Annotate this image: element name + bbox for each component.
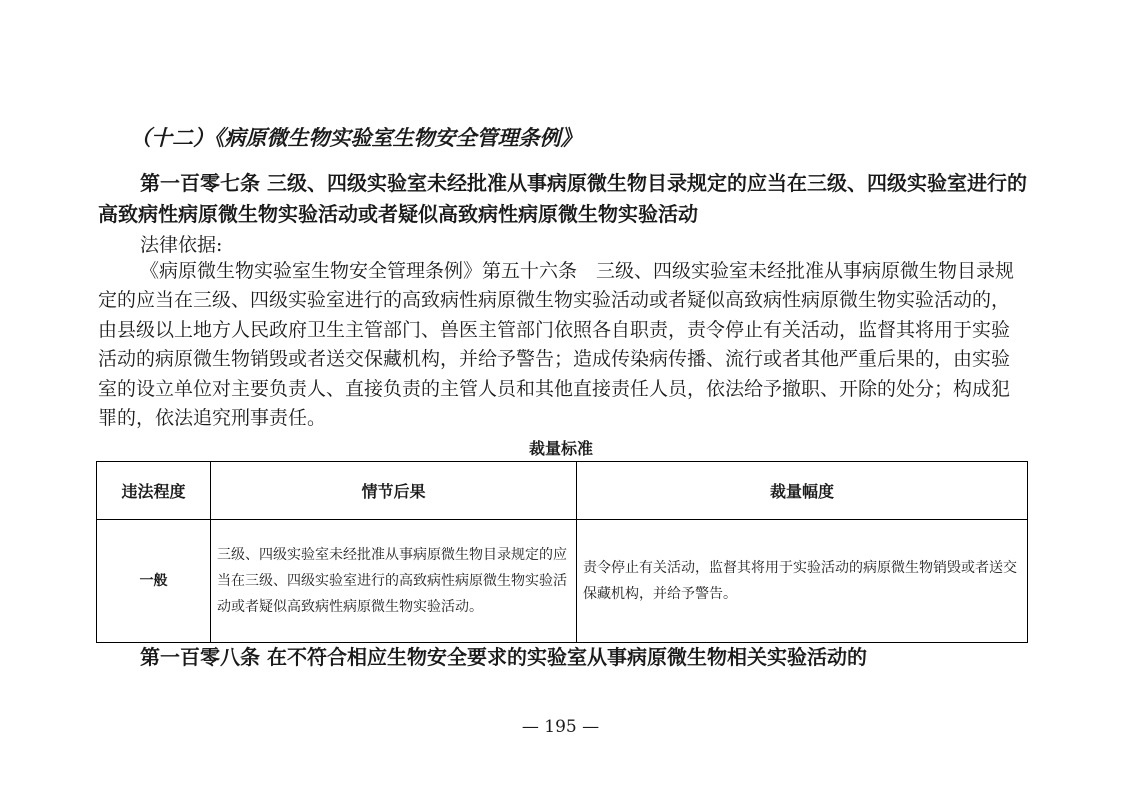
legal-basis-text: 《病原微生物实验室生物安全管理条例》第五十六条 三级、四级实验室未经批准从事病原微生物目录规定的应当在三级、四级实验室进行的高致病性病原微生物实验活动或者疑似高致病性病原微生物实验活动的，由县级以上地方人民政府卫生主管部门、兽医主管部门依照各自职责，责令停止有关活动，监督其将用于实验活动的病原微生物销毁或者送交保藏机构，并给予警告；造成传染病传播、流行或者其他严重后果的，由实验室的设立单位对主要负责人、直接负责的主管人员和其他直接责任人员，依法给予撤职、开除的处分；构成犯罪的，依法追究刑事责任。 xyxy=(98,260,1015,430)
discretion-range-cell: 责令停止有关活动，监督其将用于实验活动的病原微生物销毁或者送交保藏机构，并给予警告。 xyxy=(577,520,1028,643)
violation-level-cell: 一般 xyxy=(97,520,211,643)
article-108-heading: 第一百零八条 在不符合相应生物安全要求的实验室从事病原微生物相关实验活动的 xyxy=(140,645,867,669)
table-header-row xyxy=(97,462,1028,520)
header-circumstances: 情节后果 xyxy=(211,462,577,520)
discretion-standard-table xyxy=(96,461,1028,643)
article-107-heading: 第一百零七条 三级、四级实验室未经批准从事病原微生物目录规定的应当在三级、四级实验室进行的高致病性病原微生物实验活动或者疑似高致病性病原微生物实验活动 xyxy=(98,171,1027,226)
legal-basis-label: 法律依据: xyxy=(140,234,223,256)
header-discretion-range: 裁量幅度 xyxy=(577,462,1028,520)
table-row xyxy=(97,520,1028,643)
section-title: （十二）《病原微生物实验室生物安全管理条例》 xyxy=(130,125,582,150)
page-number: — 195 — xyxy=(521,717,600,737)
header-violation-level: 违法程度 xyxy=(97,462,211,520)
table-caption: 裁量标准 xyxy=(528,439,593,458)
circumstances-cell: 三级、四级实验室未经批准从事病原微生物目录规定的应当在三级、四级实验室进行的高致病性病原微生物实验活动或者疑似高致病性病原微生物实验活动。 xyxy=(211,520,577,643)
